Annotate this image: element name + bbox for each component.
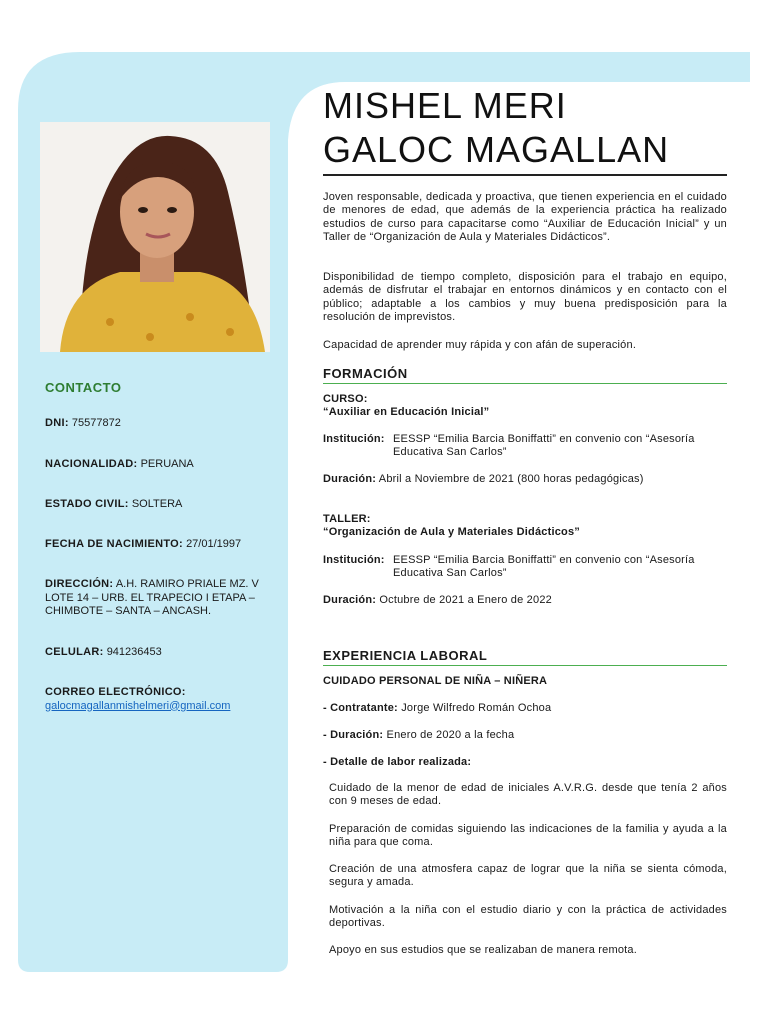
- email-link[interactable]: galocmagallanmishelmeri@gmail.com: [45, 699, 231, 712]
- job-detail-item: Motivación a la niña con el estudio diario y con la práctica de actividades deportivas.: [329, 904, 727, 930]
- employer-line: [323, 702, 727, 715]
- dni-label: DNI:: [45, 417, 69, 429]
- address-label: DIRECCIÓN:: [45, 578, 114, 590]
- workshop-institution-label: Institución:: [323, 554, 385, 566]
- phone-label: CELULAR:: [45, 646, 104, 658]
- workshop-duration-value: Octubre de 2021 a Enero de 2022: [379, 594, 552, 606]
- profile-paragraph-1: Joven responsable, dedicada y proactiva, que tienen experiencia en el cuidado de menores de edad, que además de la experiencia práctica ha realizado estudios de curso para capacitarse como “Auxiliar de Educación Inicial” y un Taller de “Organización de Aula y Materiales Didácticos”.: [323, 191, 727, 244]
- education-item-workshop: [323, 513, 727, 540]
- job-detail-item: Creación de una atmosfera capaz de lograr que la niña se sienta cómoda, segura y amada.: [329, 863, 727, 889]
- job-duration-label: - Duración:: [323, 729, 384, 741]
- birth-date-line: [45, 538, 270, 552]
- employer-value: Jorge Wilfredo Román Ochoa: [401, 702, 552, 714]
- nationality-value: PERUANA: [140, 458, 194, 470]
- nationality-label: NACIONALIDAD:: [45, 458, 138, 470]
- education-item-course: [323, 393, 727, 420]
- job-title: CUIDADO PERSONAL DE NIÑA – NIÑERA: [323, 675, 548, 687]
- course-institution-label: Institución:: [323, 433, 385, 445]
- profile-paragraph-2: Disponibilidad de tiempo completo, disposición para el trabajo en equipo, además de disfrutar el trabajar en entornos dinámicos y en contacto con el público; adaptable a los cambios y muy buena predisposición para la resolución de imprevistos.: [323, 271, 727, 324]
- course-duration-label: Duración:: [323, 473, 377, 485]
- address-line: [45, 578, 270, 619]
- job-duration-value: Enero de 2020 a la fecha: [386, 729, 515, 741]
- job-detail-label: - Detalle de labor realizada:: [323, 756, 472, 768]
- name-divider: [323, 174, 727, 176]
- phone-value: 941236453: [106, 646, 162, 658]
- experience-heading: EXPERIENCIA LABORAL: [323, 648, 727, 666]
- workshop-name: “Organización de Aula y Materiales Didácticos”: [323, 526, 580, 539]
- employer-label: - Contratante:: [323, 702, 398, 714]
- dni-value: 75577872: [71, 417, 121, 429]
- dni-line: [45, 417, 270, 431]
- job-duration-line: [323, 729, 727, 742]
- profile-photo: [40, 122, 270, 352]
- course-kind: CURSO:: [323, 393, 368, 405]
- birth-date-label: FECHA DE NACIMIENTO:: [45, 538, 183, 550]
- workshop-institution: [323, 554, 727, 581]
- name-line-2: GALOC MAGALLAN: [323, 129, 670, 170]
- civil-status-line: [45, 498, 270, 512]
- email-line: [45, 686, 270, 713]
- candidate-name: [323, 84, 669, 172]
- name-line-1: MISHEL MERI: [323, 85, 567, 126]
- nationality-line: [45, 458, 270, 472]
- profile-paragraph-3: Capacidad de aprender muy rápida y con afán de superación.: [323, 339, 637, 351]
- civil-status-label: ESTADO CIVIL:: [45, 498, 129, 510]
- job-detail-item: Cuidado de la menor de edad de iniciales A.V.R.G. desde que tenía 2 años con 9 meses de edad.: [329, 782, 727, 808]
- course-institution-value: EESSP “Emilia Barcia Boniffatti” en convenio con “Asesoría Educativa San Carlos”: [393, 433, 695, 459]
- workshop-duration-label: Duración:: [323, 594, 377, 606]
- education-heading: FORMACIÓN: [323, 366, 727, 384]
- course-duration: [323, 473, 727, 486]
- workshop-kind: TALLER:: [323, 513, 371, 525]
- course-name: “Auxiliar en Educación Inicial”: [323, 406, 490, 419]
- civil-status-value: SOLTERA: [131, 498, 183, 510]
- course-institution: [323, 433, 727, 460]
- job-detail-item: Preparación de comidas siguiendo las indicaciones de la familia y ayuda a la niña para que coma.: [329, 823, 727, 849]
- job-detail-item: Apoyo en sus estudios que se realizaban de manera remota.: [329, 944, 637, 956]
- workshop-institution-value: EESSP “Emilia Barcia Boniffatti” en convenio con “Asesoría Educativa San Carlos”: [393, 554, 695, 580]
- phone-line: [45, 646, 270, 660]
- birth-date-value: 27/01/1997: [186, 538, 242, 550]
- workshop-duration: [323, 594, 727, 607]
- email-label: CORREO ELECTRÓNICO:: [45, 686, 186, 698]
- address-value: A.H. RAMIRO PRIALE MZ. V LOTE 14 – URB. EL TRAPECIO I ETAPA – CHIMBOTE – SANTA – ANCASH.: [45, 578, 259, 617]
- course-duration-value: Abril a Noviembre de 2021 (800 horas pedagógicas): [378, 473, 644, 485]
- contact-heading: CONTACTO: [45, 380, 122, 395]
